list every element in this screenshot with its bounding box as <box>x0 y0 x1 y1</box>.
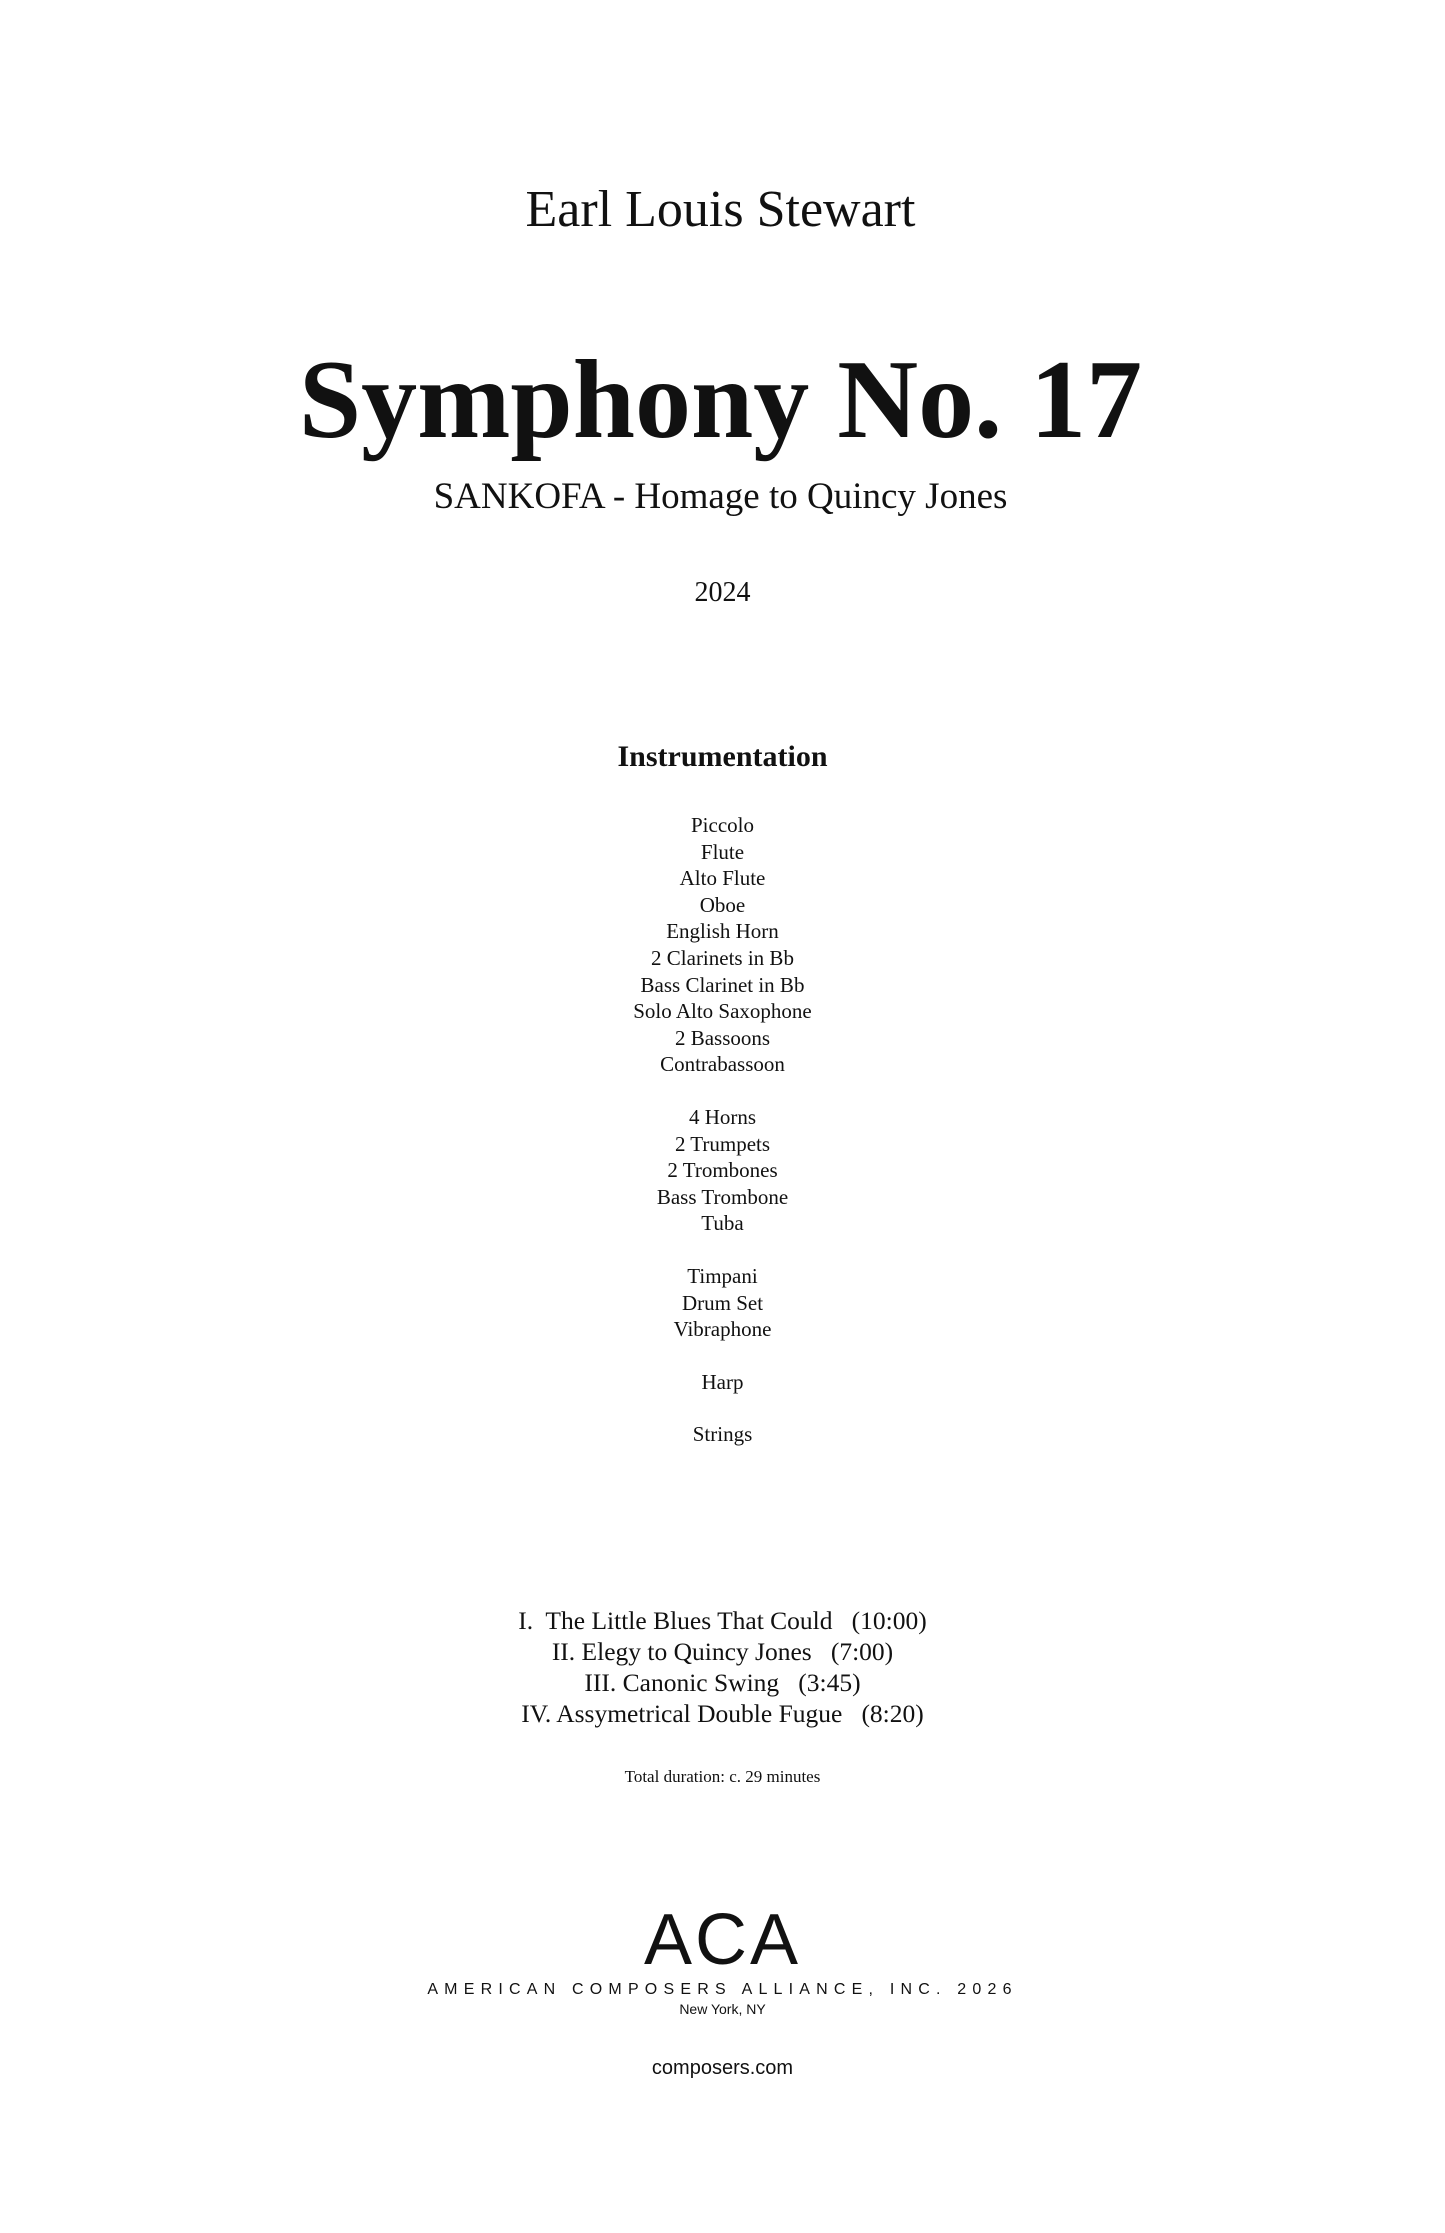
publisher-website: composers.com <box>651 2057 794 2079</box>
instrument-item: Bass Trombone <box>656 1184 789 1209</box>
instrument-item: 2 Trombones <box>667 1158 778 1183</box>
brass-group <box>0 1104 1445 1237</box>
instrumentation-heading: Instrumentation <box>617 740 828 773</box>
instrument-item: Bass Clarinet in Bb <box>640 972 805 997</box>
instrument-item: Contrabassoon <box>660 1052 785 1077</box>
strings-group <box>0 1421 1445 1448</box>
total-duration: Total duration: c. 29 minutes <box>624 1767 821 1786</box>
percussion-group <box>0 1263 1445 1343</box>
instrument-item: Solo Alto Saxophone <box>633 999 812 1024</box>
instrument-item: Vibraphone <box>673 1317 772 1342</box>
instrument-item: Piccolo <box>691 813 754 837</box>
instrument-item: Drum Set <box>681 1290 764 1315</box>
woodwinds-group <box>0 812 1445 1078</box>
instrument-item: Tuba <box>701 1211 744 1236</box>
instrument-item: Flute <box>700 839 745 864</box>
harp-group <box>0 1369 1445 1396</box>
movement-item: IV. Assymetrical Double Fugue (8:20) <box>521 1699 924 1728</box>
composer-name: Earl Louis Stewart <box>525 181 916 238</box>
publisher-city: New York, NY <box>679 2001 766 2017</box>
movement-item: II. Elegy to Quincy Jones (7:00) <box>551 1637 894 1666</box>
instrument-item: Harp <box>701 1369 744 1394</box>
aca-logo: ACA <box>643 1900 802 1980</box>
instrument-item: Alto Flute <box>679 866 766 891</box>
instrument-item: 4 Horns <box>688 1104 757 1129</box>
instrument-item: Oboe <box>699 892 746 917</box>
instrument-item: 2 Trumpets <box>674 1131 771 1156</box>
movement-item: III. Canonic Swing (3:45) <box>584 1668 861 1697</box>
instrumentation-list <box>0 812 1445 1474</box>
instrument-item: 2 Clarinets in Bb <box>651 945 794 970</box>
publisher-name: AMERICAN COMPOSERS ALLIANCE, INC. 2026 <box>427 1981 1018 1998</box>
instrument-item: Timpani <box>687 1263 758 1288</box>
composition-year: 2024 <box>694 577 751 608</box>
instrument-item: Strings <box>692 1422 753 1447</box>
movement-item: I. The Little Blues That Could (10:00) <box>518 1606 927 1635</box>
work-title: Symphony No. 17 <box>298 338 1143 462</box>
work-subtitle: SANKOFA - Homage to Quincy Jones <box>433 476 1008 517</box>
instrument-item: English Horn <box>666 919 779 944</box>
movements-list <box>0 1605 1445 1729</box>
instrument-item: 2 Bassoons <box>674 1025 771 1050</box>
